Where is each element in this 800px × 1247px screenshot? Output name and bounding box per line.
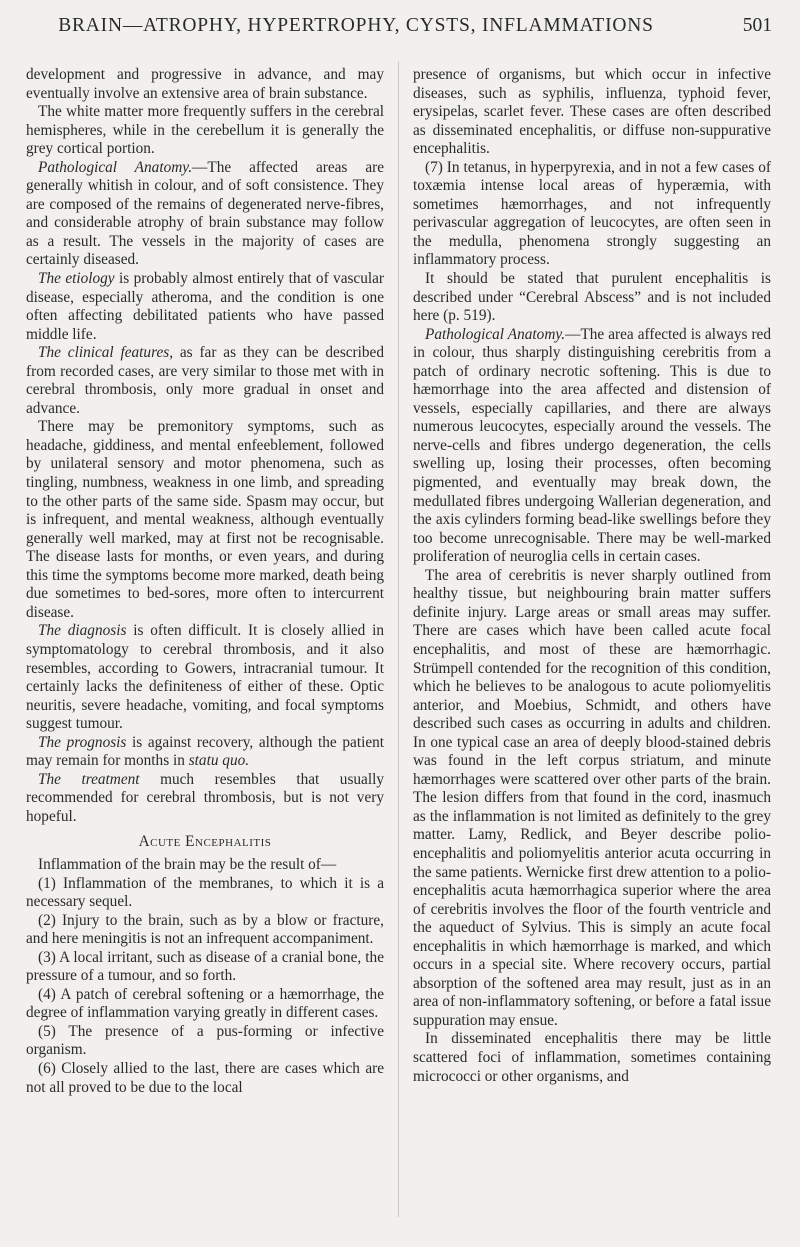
paragraph: [26, 344, 384, 418]
paragraph-text: —The affected areas are generally whitish in colour, and of soft consistence. They are composed of the remains of degenerated nerve-fibres, and considerable atrophy of brain substance may follow as a result. The vessels in the majority of cases are certainly diseased.: [26, 158, 384, 269]
paragraph: [26, 771, 384, 827]
list-item: (4) A patch of cerebral softening or a hæmorrhage, the degree of inflammation varying greatly in different cases.: [26, 985, 384, 1022]
list-item: (5) The presence of a pus-forming or infective organism.: [26, 1022, 384, 1059]
running-head: BRAIN—ATROPHY, HYPERTROPHY, CYSTS, INFLAMMATIONS: [58, 15, 654, 36]
list-item: (3) A local irritant, such as disease of a cranial bone, the pressure of a tumour, and so forth.: [26, 948, 384, 985]
paragraph-text: is probably almost entirely that of vascular disease, especially atheroma, and the condition is one often affecting debilitated patients who have passed middle life.: [26, 270, 385, 343]
page-header: [0, 2, 800, 50]
list-item: (1) Inflammation of the membranes, to which it is a necessary sequel.: [26, 874, 384, 911]
paragraph: [26, 622, 384, 733]
paragraph-text: much resembles that usually recommended for cerebral thrombosis, but is not very hopeful.: [26, 770, 384, 825]
italic-phrase: statu quo.: [188, 752, 250, 770]
list-item: (6) Closely allied to the last, there are cases which are not all proved to be due to the local: [26, 1059, 384, 1096]
paragraph: development and progressive in advance, and may eventually involve an extensive area of brain substance.: [26, 66, 384, 102]
paragraph: There may be premonitory symptoms, such as headache, giddiness, and mental enfeeblement, followed by unilateral sensory and motor phenomena, such as tingling, numbness, weakness in one limb, and spreading to the other parts of the same side. Spasm may occur, but is infrequent, and mental weakness, although eventually generally well marked, may at first not be recognisable. The disease lasts for months, or even years, and during this time the symptoms become more marked, death being due sometimes to bed-sores, more often to intercurrent disease.: [26, 418, 384, 621]
run-in-heading: The treatment: [38, 770, 140, 788]
paragraph: presence of organisms, but which occur in infective diseases, such as syphilis, influenza, typhoid fever, erysipelas, scarlet fever. These cases are often described as disseminated encephalitis, or diffuse non-suppurative encephalitis.: [413, 66, 771, 158]
paragraph: In disseminated encephalitis there may be little scattered foci of inflammation, sometimes containing micrococci or other organisms, and: [413, 1030, 771, 1085]
paragraph-text: is against recovery, although the patient may remain for months in: [26, 733, 385, 770]
paragraph-text: is often difficult. It is closely allied in symptomatology to cerebral thrombosis, and it also resembles, according to Gowers, intracranial tumour. It certainly lacks the definiteness of either of these. Optic neuritis, severe headache, vomiting, and focal symptoms suggest tumour.: [26, 622, 384, 733]
left-column: [26, 66, 384, 1097]
paragraph: Inflammation of the brain may be the result of—: [38, 855, 337, 873]
list-item: (2) Injury to the brain, such as by a blow or fracture, and here meningitis is not an infrequent accompaniment.: [26, 911, 384, 948]
run-in-heading: The etiology: [38, 270, 115, 288]
run-in-heading: Pathological Anatomy.: [38, 158, 193, 176]
paragraph: It should be stated that purulent encephalitis is described under “Cerebral Abscess” and is not included here (p. 519).: [413, 270, 771, 325]
paragraph-text: —The area affected is always red in colour, thus sharply distinguishing cerebritis from a patch of ordinary necrotic softening. This is due to hæmorrhage into the area affected and distension of vessels, especially capillaries, and there are always numerous leucocytes, especially around the vessels. The nerve-cells and fibres undergo degeneration, the cells swelling up, losing their processes, often becoming pigmented, and eventually may break down, the medullated fibres undergoing Wallerian degeneration, and the axis cylinders forming bead-like swellings before they too become unrecognisable. There may be well-marked proliferation of neuroglia cells in certain cases.: [413, 325, 771, 566]
section-heading: Acute Encephalitis: [138, 833, 272, 851]
paragraph-text: as far as they can be described from recorded cases, are very similar to those met with in cerebral thrombosis, only more gradual in onset and advance.: [26, 344, 384, 417]
page-number: 501: [742, 15, 772, 36]
right-column: [413, 66, 771, 1086]
run-in-heading: The diagnosis: [38, 622, 127, 640]
paragraph: The white matter more frequently suffers in the cerebral hemispheres, while in the cerebellum it is generally the grey cortical portion.: [26, 103, 384, 158]
run-in-heading: Pathological Anatomy.: [425, 325, 566, 343]
run-in-heading: The clinical features,: [38, 344, 174, 362]
run-in-heading: The prognosis: [38, 733, 127, 751]
paragraph: [26, 734, 384, 771]
paragraph: The area of cerebritis is never sharply outlined from healthy tissue, but neighbouring brain matter suffers definite injury. Large areas or small areas may suffer. There are cases which have been called acute focal encephalitis, and most of these are hæmorrhagic. Strümpell contended for the recognition of this condition, which he believes to be analogous to acute poliomyelitis anterior, and Moebius, Schmidt, and others have described such cases as occurring in adults and children. In one typical case an area of deeply blood-stained debris was found in the left corpus striatum, and minute hæmorrhages were scattered over other parts of the brain. The lesion differs from that found in the cord, inasmuch as the inflammation is not limited as definitely to the grey matter. Lamy, Redlick, and Beyer describe polio-encephalitis and poliomyelitis anterior acuta occurring in the same patients. Wernicke first drew attention to a polio-encephalitis acuta hæmorrhagica superior where the area of cerebritis involves the floor of the fourth ventricle and the aqueduct of Sylvius. This is simply an acute focal encephalitis in which hæmorrhage is marked, and which occurs in a special site. Where recovery occurs, partial absorption of the softened area may result, just as in an area of non-inflammatory softening, or before a fatal issue suppuration may ensue.: [413, 566, 771, 1029]
list-item: (7) In tetanus, in hyperpyrexia, and in not a few cases of toxæmia intense local areas of hyperæmia, with sometimes hæmorrhages, and not infrequently perivascular aggregation of leucocytes, are often seen in the medulla, phenomena strongly suggesting an inflammatory process.: [413, 158, 771, 269]
paragraph: [413, 326, 771, 567]
paragraph: [26, 270, 384, 344]
paragraph: [26, 159, 384, 270]
column-divider: [398, 62, 399, 1217]
